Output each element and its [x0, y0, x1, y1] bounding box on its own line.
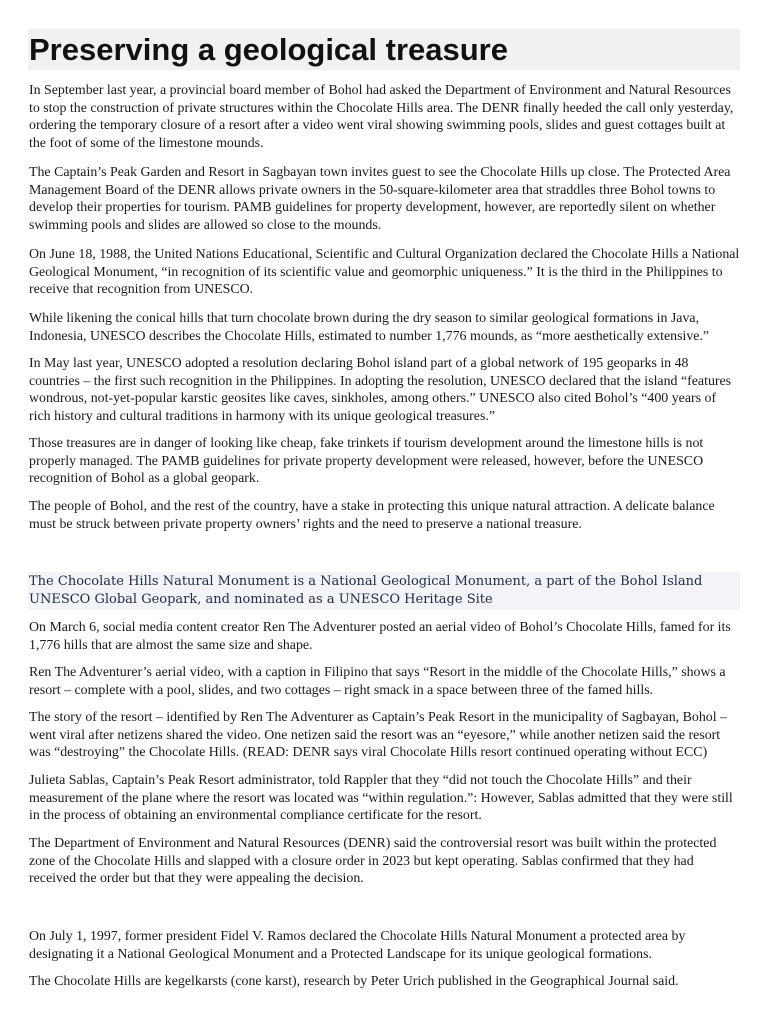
article-paragraph: Ren The Adventurer’s aerial video, with a caption in Filipino that says “Resort in the middle of the Chocolate Hills,” shows a resort – complete with a pool, slides, and two cottages – right smack in a space between three of the famed hills.: [29, 665, 726, 698]
article-paragraph: The story of the resort – identified by Ren The Adventurer as Captain’s Peak Resort in the municipality of Sagbayan, Bohol – went viral after netizens shared the video. One netizen said the resort was an “eyesore,” while another netizen said the resort was “destroying” the Chocolate Hills. (READ: DENR says viral Chocolate Hills resort continued operating without ECC): [29, 710, 727, 761]
article-paragraph: Those treasures are in danger of looking like cheap, fake trinkets if tourism development around the limestone hills is not properly managed. The PAMB guidelines for private property development were released, however, before the UNESCO recognition of Bohol as a global geopark.: [29, 436, 704, 487]
article-paragraph: On July 1, 1997, former president Fidel V. Ramos declared the Chocolate Hills Natural Monument a protected area by designating it a National Geological Monument and a Protected Landscape for its unique geological formations.: [29, 929, 686, 962]
article-paragraph: On June 18, 1988, the United Nations Educational, Scientific and Cultural Organization declared the Chocolate Hills a National Geological Monument, “in recognition of its scientific value and geomorphic uniqueness.” It is the third in the Philippines to receive that recognition from UNESCO.: [29, 247, 740, 298]
article-paragraph: On March 6, social media content creator Ren The Adventurer posted an aerial video of Bohol’s Chocolate Hills, famed for its 1,776 hills that are almost the same size and shape.: [29, 620, 731, 653]
page-title: Preserving a geological treasure: [29, 32, 508, 67]
section-subheading: The Chocolate Hills Natural Monument is a National Geological Monument, a part of the Bohol Island UNESCO Global Geopark, and nominated as a UNESCO Heritage Site: [29, 574, 703, 607]
article-paragraph: The people of Bohol, and the rest of the country, have a stake in protecting this unique natural attraction. A delicate balance must be struck between private property owners’ rights and the need to preserve a national treasure.: [29, 499, 715, 532]
article-paragraph: The Department of Environment and Natural Resources (DENR) said the controversial resort was built within the protected zone of the Chocolate Hills and slapped with a closure order in 2023 but kept operating. Sablas confirmed that they had received the order but that they were appealing the decision.: [29, 836, 717, 887]
article-paragraph: While likening the conical hills that turn chocolate brown during the dry season to similar geological formations in Java, Indonesia, UNESCO describes the Chocolate Hills, estimated to number 1,776 mounds, as “more aesthetically extensive.”: [29, 311, 710, 344]
article-paragraph: The Chocolate Hills are kegelkarsts (cone karst), research by Peter Urich published in the Geographical Journal said.: [29, 974, 679, 989]
article-paragraph: In September last year, a provincial board member of Bohol had asked the Department of Environment and Natural Resources to stop the construction of private structures within the Chocolate Hills area. The DENR finally heeded the call only yesterday, ordering the temporary closure of a resort after a video went viral showing swimming pools, slides and guest cottages built at the foot of some of the limestone mounds.: [29, 83, 734, 151]
article-paragraph: The Captain’s Peak Garden and Resort in Sagbayan town invites guest to see the Chocolate Hills up close. The Protected Area Management Board of the DENR allows private owners in the 50-square-kilometer area that straddles three Bohol towns to develop their properties for tourism. PAMB guidelines for property development, however, are reportedly silent on whether swimming pools and slides are allowed so close to the mounds.: [29, 165, 731, 233]
article-paragraph: In May last year, UNESCO adopted a resolution declaring Bohol island part of a global network of 195 geoparks in 48 countries – the first such recognition in the Philippines. In adopting the resolution, UNESCO declared that the island “features wondrous, not-yet-popular karstic geosites like caves, sinkholes, among others.” UNESCO also cited Bohol’s “400 years of rich history and cultural traditions in harmony with its unique geological treasures.”: [29, 356, 732, 424]
article-paragraph: Julieta Sablas, Captain’s Peak Resort administrator, told Rappler that they “did not touch the Chocolate Hills” and their measurement of the plane where the resort was located was “within regulation.”: However, Sablas admitted that they were still in the process of obtaining an environmental compliance certificate for the resort.: [29, 773, 733, 824]
